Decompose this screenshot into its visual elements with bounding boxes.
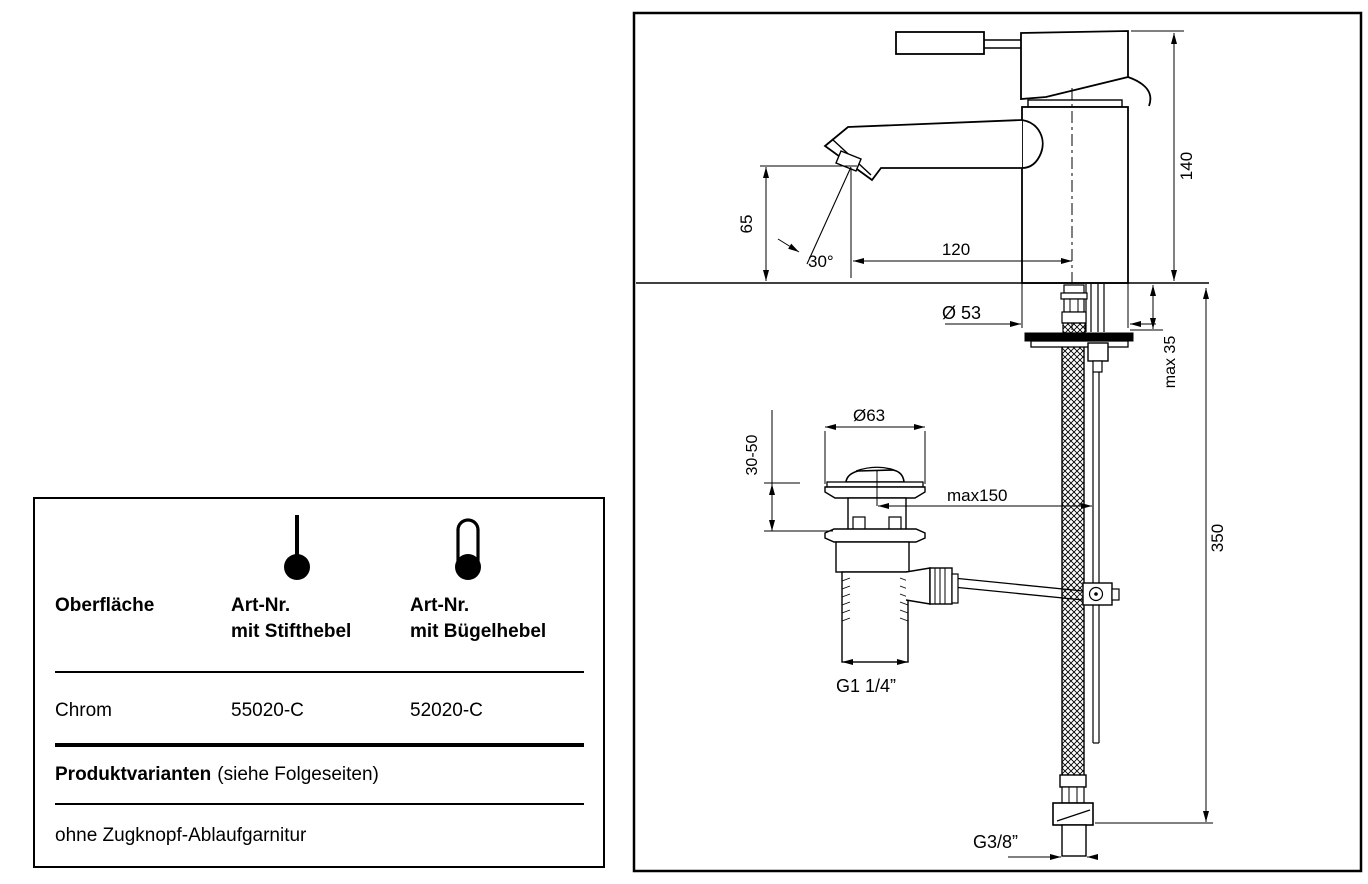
faucet-column xyxy=(1022,107,1128,283)
surface-value: Chrom xyxy=(55,700,113,721)
product-variants-note: (siehe Folgeseiten) xyxy=(217,764,379,785)
label-reach: 120 xyxy=(941,240,971,259)
braided-hose xyxy=(1062,347,1084,775)
hose-nut xyxy=(1053,803,1093,825)
art-nr-buegelhebel-value: 52020-C xyxy=(410,700,483,721)
hose-thread-pipe xyxy=(1062,825,1086,856)
label-base-diameter: Ø 53 xyxy=(942,303,982,323)
drain-bottom-flange xyxy=(825,529,925,542)
label-height: 140 xyxy=(1177,151,1196,181)
label-hose-length: 350 xyxy=(1208,523,1227,553)
label-mounting-max: max 35 xyxy=(1162,335,1179,389)
label-spout-height: 65 xyxy=(737,214,756,234)
product-variants-title: Produktvarianten xyxy=(55,764,212,785)
label-supply-thread: G3/8” xyxy=(973,832,1019,852)
drain-top-flange xyxy=(825,487,925,498)
art-nr-label: Art-Nr. xyxy=(231,595,291,616)
column-header-surface: Oberfläche xyxy=(55,595,155,616)
footnote: ohne Zugknopf-Ablaufgarnitur xyxy=(55,825,307,846)
stifthebel-label: mit Stifthebel xyxy=(231,621,352,642)
buegelhebel-label: mit Bügelhebel xyxy=(410,621,547,642)
drain-threaded-tail xyxy=(842,572,908,662)
base-gasket xyxy=(1025,333,1133,341)
label-basin-thickness: 30-50 xyxy=(744,434,761,476)
lever-handle xyxy=(896,32,984,54)
label-pullrod-reach: max150 xyxy=(947,486,1008,505)
drain-plug-cap xyxy=(846,470,904,482)
art-nr-stifthebel-value: 55020-C xyxy=(231,700,304,721)
label-drain-thread: G1 1/4” xyxy=(836,676,897,696)
label-spray-angle: 30° xyxy=(808,252,834,271)
art-nr-label: Art-Nr. xyxy=(410,595,470,616)
label-drain-diameter: Ø63 xyxy=(853,406,886,425)
